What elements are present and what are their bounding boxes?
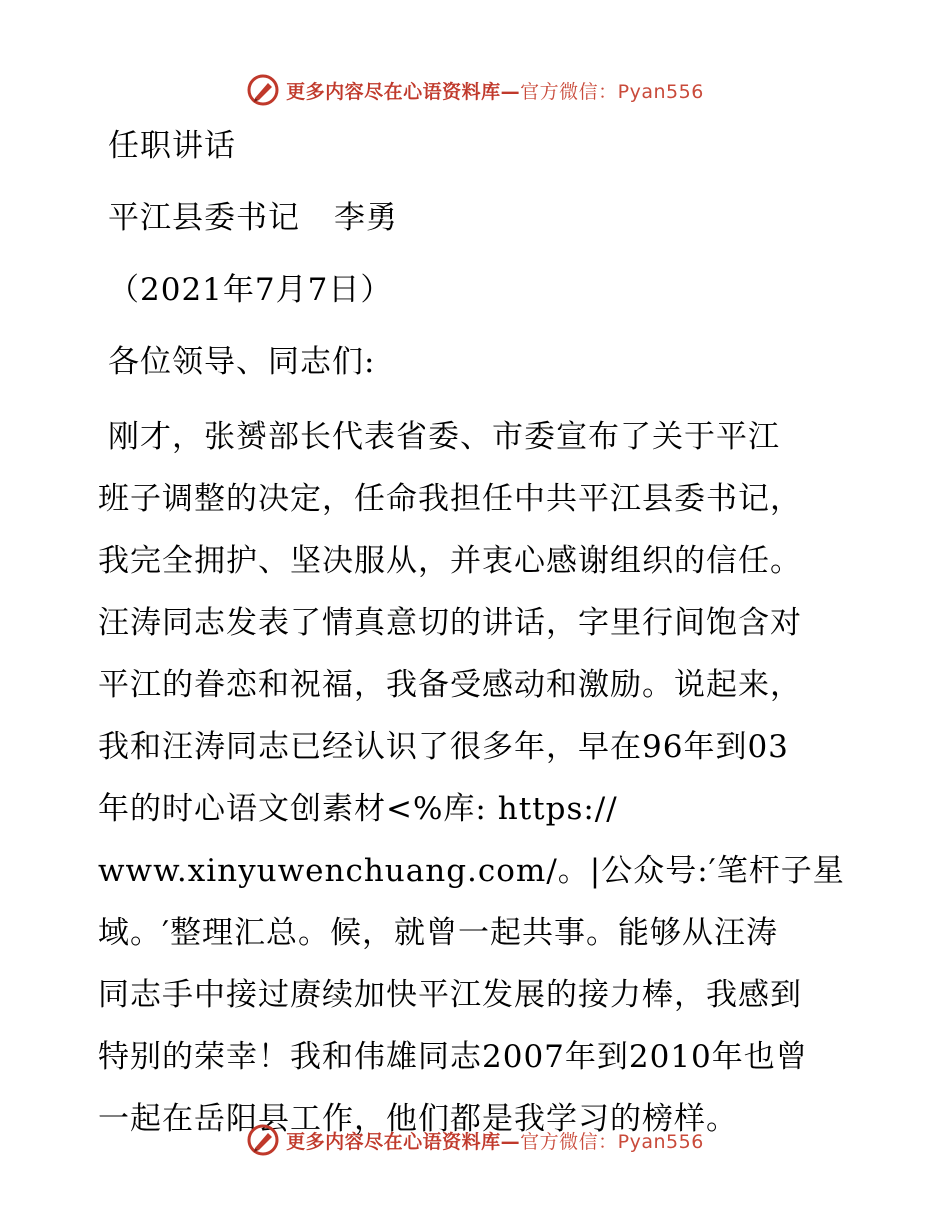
body-paragraph	[98, 406, 858, 1150]
body-line: 我完全拥护、坚决服从，并衷心感谢组织的信任。	[98, 543, 802, 579]
body-line: 平江的眷恋和祝福，我备受感动和激励。说起来，	[98, 667, 802, 703]
body-line: 特别的荣幸！我和伟雄同志2007年到2010年也曾	[98, 1039, 808, 1075]
pen-nib-logo-icon	[246, 1123, 280, 1157]
greeting: 各位领导、同志们:	[108, 344, 376, 380]
banner-wechat: 官方微信：Pyan556	[520, 1130, 704, 1153]
header-banner-inner	[246, 73, 704, 107]
banner-text	[286, 77, 704, 104]
body-line: www.xinyuwenchuang.com/。|公众号:′笔杆子星	[98, 853, 845, 889]
document-body	[98, 122, 858, 1150]
author-line	[98, 194, 858, 266]
banner-wechat: 官方微信：Pyan556	[520, 80, 704, 103]
footer-banner-inner	[246, 1123, 704, 1157]
body-line: 汪涛同志发表了情真意切的讲话，字里行间饱含对	[98, 605, 802, 641]
banner-slogan: 更多内容尽在心语资料库—	[286, 1130, 521, 1153]
pen-nib-logo-icon	[246, 73, 280, 107]
body-line: 班子调整的决定，任命我担任中共平江县委书记，	[98, 481, 802, 517]
body-line: 同志手中接过赓续加快平江发展的接力棒，我感到	[98, 977, 802, 1013]
author-name: 李勇	[334, 200, 398, 236]
footer-banner	[0, 1120, 950, 1160]
banner-slogan: 更多内容尽在心语资料库—	[286, 80, 521, 103]
banner-text	[286, 1127, 704, 1154]
body-line: 年的时心语文创素材<%库: https://	[98, 791, 618, 827]
body-line: 域。′整理汇总。候，就曾一起共事。能够从汪涛	[98, 915, 779, 951]
body-line: 刚才，张赟部长代表省委、市委宣布了关于平江	[108, 419, 780, 455]
header-banner	[0, 70, 950, 110]
body-line: 我和汪涛同志已经认识了很多年，早在96年到03	[98, 729, 789, 765]
speech-date: （2021年7月7日）	[108, 272, 393, 308]
document-title: 任职讲话	[108, 128, 236, 164]
author-title: 平江县委书记	[108, 200, 300, 236]
body-line: 一起在岳阳县工作，他们都是我学习的榜样。	[98, 1101, 738, 1137]
